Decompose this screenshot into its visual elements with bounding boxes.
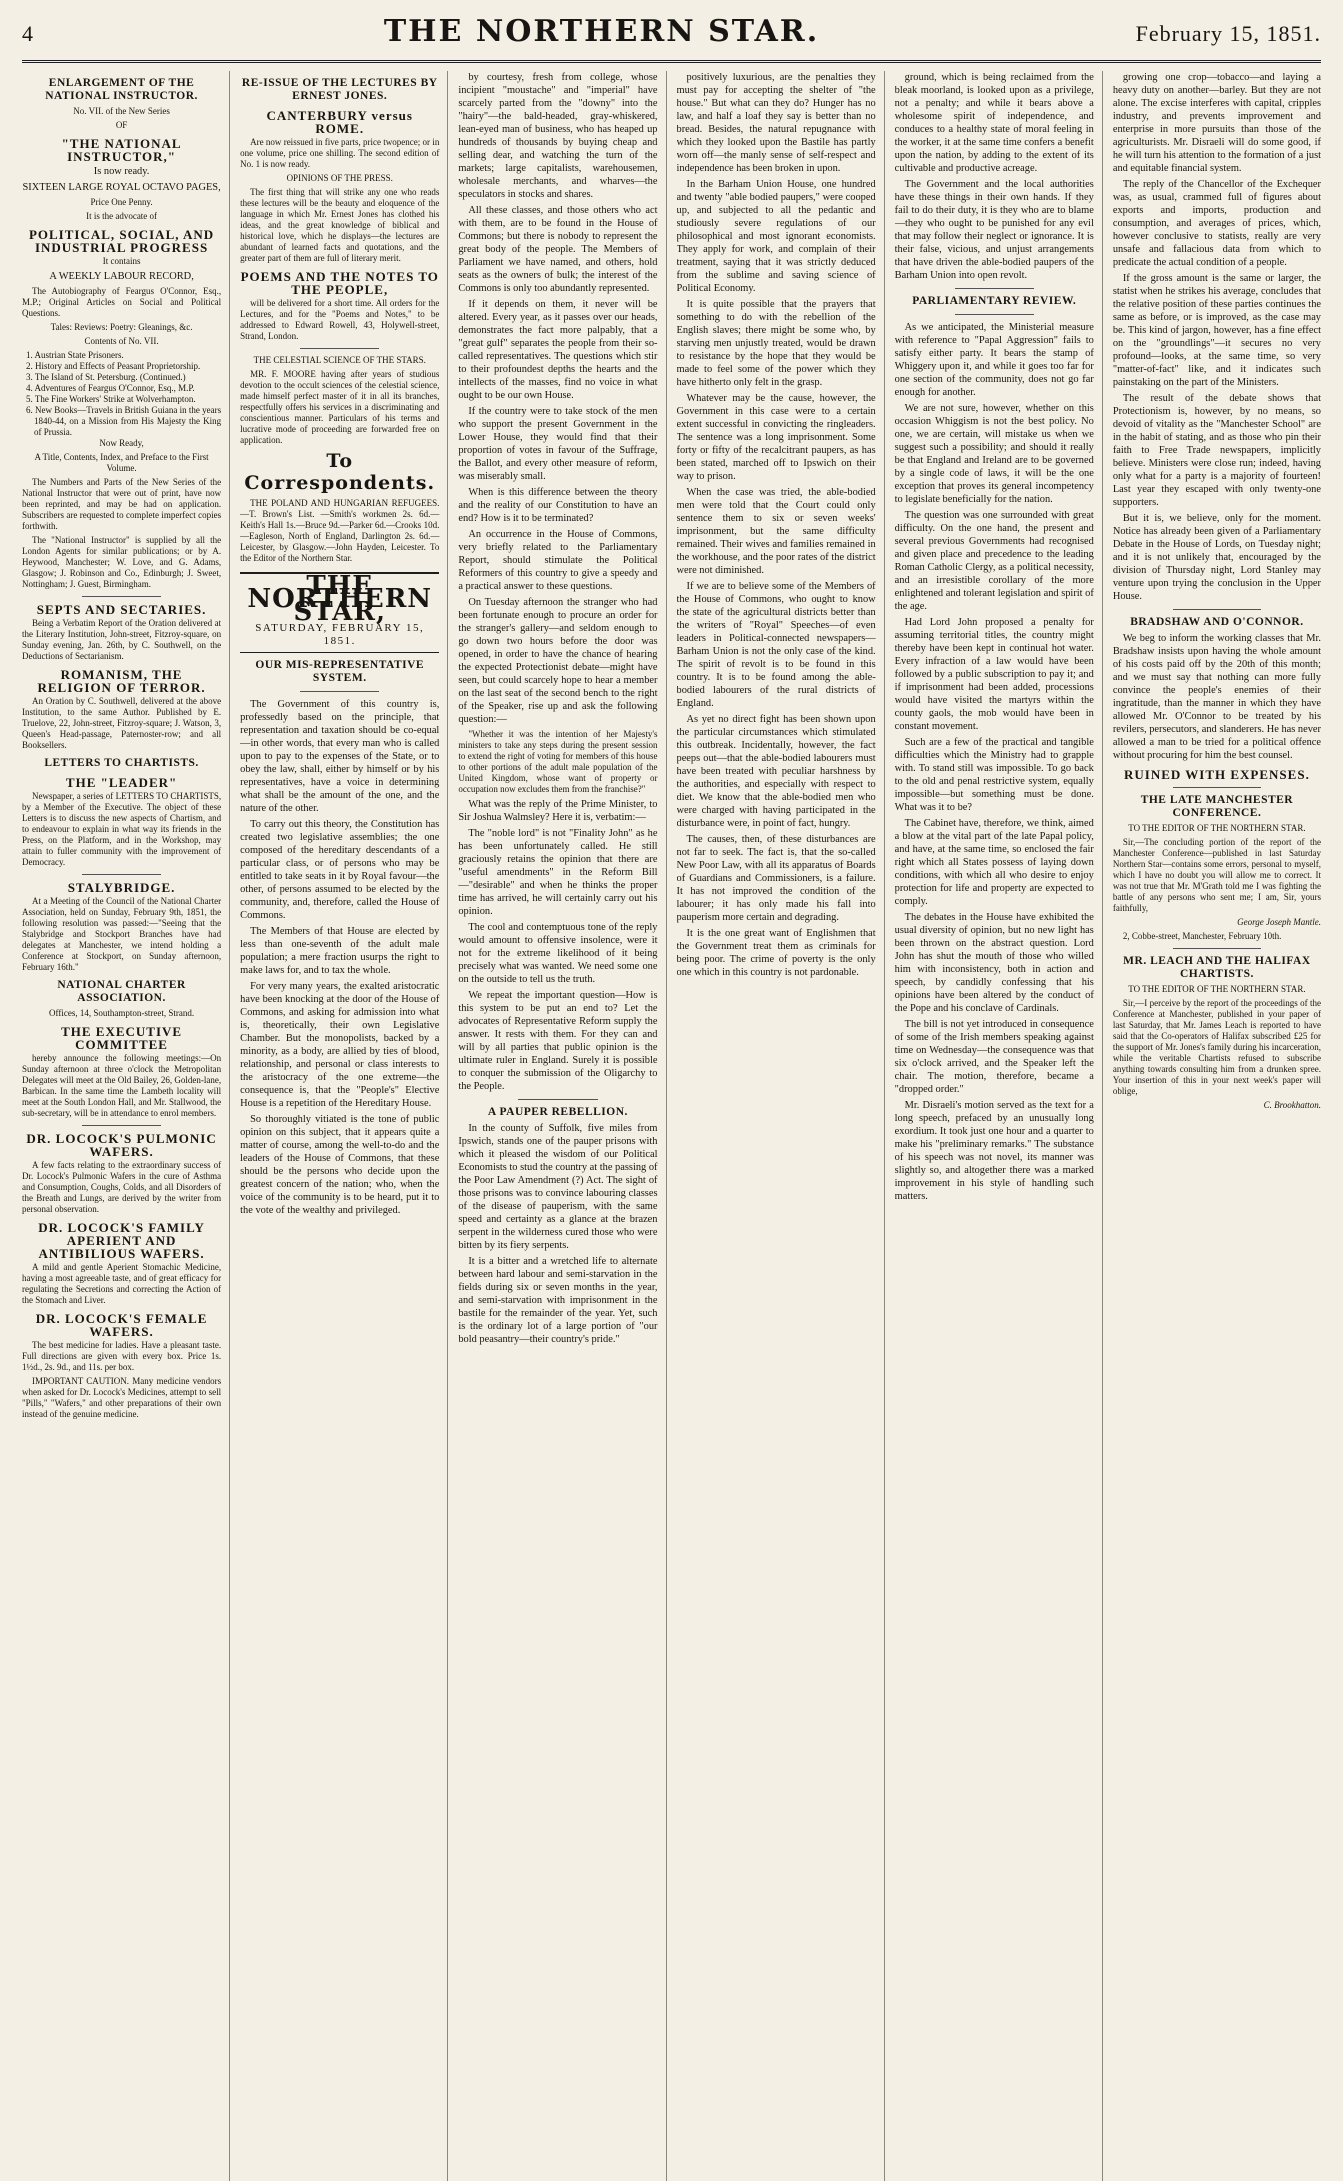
stalybridge-body: At a Meeting of the Council of the National Charter Association, held on Sunday, February 9th, 1851, the following resolution was passed:—"Seeing that the Stalybridge and Stockport Branches have had delegates at Manchester, we intend holding a Conference at Stockport, on Sunday afternoon, February 16th." [22,896,222,972]
article-paragraph: When the case was tried, the able-bodied men were told that the Court could only sentence them to six or seven weeks' imprisonment, but the same difficulty remained. Their wives and families remained in the workhouse, and the poor rates of the district were not diminished. [676,487,876,576]
article-paragraph: In the Barham Union House, one hundred and twenty "able bodied paupers," were cooped up, and subjected to all the pedantic and studiously severe regulations of our philosophical and most ignorant economists. They apply for work, and complain of their treatment, saying that it was strictly deduced from the sublime and saving science of Political Economy. [676,179,876,294]
article-paragraph: The causes, then, of these disturbances are not far to seek. The fact is, that the so-called New Poor Law, with all its apparatus of Boards of Guardians and Commissioners, is a failure. It has not improved the condition of the labourer; it has only made his fall into pauperism more certain and degrading. [676,834,876,923]
editorial-banner [240,572,439,653]
of-line: OF [115,120,128,130]
correspondents-body: THE POLAND AND HUNGARIAN REFUGEES.—T. Brown's List. —Smith's workmen 2s. 6d.—Keith's Hall 1s.—Bruce 9d.—Parker 6d.—Crooks 10d.—Eagleson, North of England, Darlington 2s. 6d.—Leicester, by Glasgow.—John Hayden, Leicester. To the Editor of the Northern Star. [240,498,440,563]
article-paragraph: The debates in the House have exhibited the usual diversity of opinion, but no new light has been thrown on the abstract question. Lord John has shut the mouth of those who willed him with inconsistency, both in action and speech, by candidly confessing that his opinions have been altered by the conduct of the Pope and his conclave of Cardinals. [894,912,1094,1014]
family-title: DR. LOCOCK'S FAMILY APERIENT AND ANTIBILIOUS WAFERS. [38,1220,205,1261]
article-paragraph: When is this difference between the theory and the reality of our Constitution to have an end? How is it to be terminated? [458,487,658,524]
article-paragraph: All these classes, and those others who act with them, are to be found in the House of Commons; but there is nobody to represent the great body of the people. The Members of Parliament we have named, and others, hold seats as the owners of bulk; the interest of the Commons is only too abundantly represented. [458,205,658,294]
exec-body: hereby announce the following meetings:—On Sunday afternoon at three o'clock the Metropolitan Delegates will meet at the Old Bailey, 26, Golden-lane, Barbican. In the same time the Lambeth locality will meet at the South London Hall, and Mr. Stallwood, the sub-secretary, will be in attendance to enrol members. [22,1053,222,1118]
article-paragraph: The cool and contemptuous tone of the reply would amount to offensive insolence, were it not for the extreme likelihood of it being precisely what was wanted. We need some one on the outside to tell us the truth. [458,922,658,985]
article-paragraph: On Tuesday afternoon the stranger who had been fortunate enough to procure an order for the stranger's gallery—and seldom enough to go down two hours before the door was opened, in order to have the chance of hearing the expected Protectionist debate—might have seen, but could scarcely hope to hear a member on the last seat of the second bench to the right of the Speaker, rise up and ask the following question:— [458,597,658,725]
article-paragraph: It is a bitter and a wretched life to alternate between hard labour and semi-starvation in the fields during six or seven months in the year, and semi-starvation with imprisonment in the bastile for the remainder of the year. Yet, such is the ordinary lot of a large portion of "our bold peasantry—their country's pride." [458,1256,658,1345]
article-paragraph: The bill is not yet introduced in consequence of some of the Irish members speaking against time on Wednesday—the consequence was that six o'clock arrived, and the Speaker left the chair. The motion, therefore, became a "dropped order." [894,1019,1094,1095]
stalybridge-title: STALYBRIDGE. [67,880,176,895]
leader-paragraph: The Government of this country is, professedly based on the principle, that representation and taxation should be co-equal—in other words, that every man who is called upon to pay to the expenses of the State, or to obey the law, shall, either by himself or by his representatives, have a voice in determining what shall be the amount of the one, and the nature of the other. [240,699,440,814]
locock-body: A few facts relating to the extraordinary success of Dr. Locock's Pulmonic Wafers in the cure of Asthma and Consumption, Coughs, Colds, and all Disorders of the Breath and Lungs, are derived by the writer from personal observation. [22,1160,222,1214]
instructor-heading: ENLARGEMENT OF THE NATIONAL INSTRUCTOR. [45,77,198,102]
sects-title: SEPTS AND SECTARIES. [36,602,207,617]
canterbury-body: Are now reissued in five parts, price twopence; or in one volume, price one shilling. The second edition of No. 1 is now ready. [240,137,440,169]
editor-salutation: TO THE EDITOR OF THE NORTHERN STAR. [1128,823,1306,833]
caution-body: IMPORTANT CAUTION. Many medicine vendors when asked for Dr. Locock's Medicines, attempt to sell "Pills," "Wafers," and other preparations of their own instead of the genuine medicine. [22,1376,222,1419]
canterbury-title: CANTERBURY versus ROME. [266,108,413,136]
instructor-body: The Numbers and Parts of the New Series of the National Instructor that were out of print, have now been reprinted, and may be had on application. Subscribers are requested to complete imperfect copies forthwith. [22,477,222,531]
divider [82,596,161,597]
conference-heading: THE LATE MANCHESTER CONFERENCE. [1140,794,1294,819]
correspondents-heading: To Correspondents. [244,450,436,494]
leach-heading: MR. LEACH AND THE HALIFAX CHARTISTS. [1123,955,1311,980]
column-4 [677,71,885,2181]
contents-list [22,350,221,438]
newspaper-title: THE NORTHERN STAR. [383,14,820,49]
opinions-body: The first thing that will strike any one who reads these lectures will be the beauty and eloquence of the language in which Mr. Ernest Jones has clothed his ideas, and the great knowledge of biblical and historical love, which he displays—the lectures are abundant of learned facts and quotations, and the greater part of them are full of literary merit. [240,187,440,263]
article-paragraph: The Cabinet have, therefore, we think, aimed a blow at the vital part of the late Papal policy, and have, at the same time, so enclosed the fair right which all States possess of laying down conditions, with which all who desire to enjoy protection for life and property are expected to comply. [894,818,1094,907]
leader-paragraph: So thoroughly vitiated is the tone of public opinion on this subject, that it appears quite a matter of course, among the well-to-do and the leaders of the House of Commons, that these should be the persons who decide upon the greatest concern of the nation; who, when the voice of the community is to be heard, put it to the vote of the wealthy and privileged. [240,1114,440,1216]
article-paragraph: Whatever may be the cause, however, the Government in this case were to a certain extent successful in convicting the ringleaders. The sentence was a long imprisonment. Some forty or fifty of the recalcitrant paupers, as has been stated, marched off to Ipswich on their way to prison. [676,393,876,482]
causes-line: POLITICAL, SOCIAL, AND INDUSTRIAL PROGRESS [28,227,215,255]
article-paragraph: by courtesy, fresh from college, whose incipient "moustache" and "imperial" have scarcely parted from the "downy" into the "hairy"—the bald-headed, gray-whiskered, lean-eyed man of business, who has heaped up hundreds of thousands by buying cheap and selling dear, and watching the turn of the markets; large capitalists, warehousemen, wholesale merchants, and wharves—the speculators in stocks and shares. [458,72,658,200]
leader-paragraph: The Members of that House are elected by less than one-seventh of the adult male population; a mere fraction usurps the right to make laws for, and to tax the whole. [240,926,440,976]
article-paragraph: It is quite possible that the prayers that something to do with the rebellion of the English slaves; there might be some who, by starving men unjustly treated, would be drawn to resistance by the hope that they would be made to feel some of the power which they have hitherto only felt in the grasp. [676,299,876,388]
agents-body: The "National Instructor" is supplied by all the London Agents for similar publications; or by A. Heywood, Manchester; W. Love, and G. Adams, Glasgow; J. Robinson and Co., Edinburgh; J. Sweet, Nottingham; J. Guest, Birmingham. [22,535,222,589]
romanism-body: An Oration by C. Southwell, delivered at the above Institution, to the same Author. Published by E. Truelove, 22, John-street, Fitzroy-square; J. Watson, 3, Queen's Head-passage, Paternoster-row; and all Booksellers. [22,696,222,750]
article-paragraph: In the county of Suffolk, five miles from Ipswich, stands one of the pauper prisons with which it pleased the wisdom of our Political Economists to stud the country at the passing of the Poor Law Amendment (?) Act. The sight of those prisons was to convince labouring classes of the disease of pauperism, with the same speed and certainty as a glance at the brazen serpent in the wilderness cured those who were bitten by its fiery serpents. [458,1123,658,1251]
reissue-heading: RE-ISSUE OF THE LECTURES BY ERNEST JONES. [241,77,438,102]
ready-line: Is now ready. [93,166,150,177]
poems-title: POEMS AND THE NOTES TO THE PEOPLE, [240,269,439,297]
article-paragraph: An occurrence in the House of Commons, very briefly related to the Parliamentary Report, should stimulate the Political Reformers of this country to give a speedy and a practical answer to these questions. [458,529,658,592]
masthead [22,14,1321,63]
letter-address: 2, Cobbe-street, Manchester, February 10th. [1122,931,1282,941]
column-3 [458,71,666,2181]
poems-body: will be delivered for a short time. All orders for the Lectures, and for the "Poems and Notes," to be addressed to Edward Rowell, 43, Holywell-street, Strand, London. [240,298,440,341]
advocate-line: It is the advocate of [86,211,158,221]
leader-paragraph: For very many years, the exalted aristocratic have been knocking at the door of the House of Commons, and asking for admission into what is, theoretically, their own Legislative Chamber. But the monopolists, backed by a minority, as a body, are allied by ties of blood, relationship, and personal or class interests to the aristocracy of the one extreme—the consequence is, that the "People's" Elective House is a repetition of the Hereditary House. [240,981,440,1109]
article-paragraph: If the gross amount is the same or larger, the statist when he strikes his average, concludes that the relative position of these parties continues the same as before, or is improved, as the case may be. This kind of jargon, however, has a fine effect on the "groundlings"—it secures no very profound—looks, at the same time, so very "matter-of-fact" like, and it indicates such painstaking on the part of the Ministers. [1112,273,1321,388]
divider [1173,948,1261,949]
contents-item: 6. New Books—Travels in British Guiana in the years 1840-44, on a Mission from His Majesty the King of Prussia. [26,405,222,437]
article-paragraph: It is the one great want of Englishmen that the Government treat them as criminals for being poor. The crime of poverty is the only one which in this country is not pardonable. [676,928,876,978]
female-title: DR. LOCOCK'S FEMALE WAFERS. [35,1311,208,1339]
divider [82,874,161,875]
banner-title: THE NORTHERN STAR, [247,571,433,627]
contents-item: 1. Austrian State Prisoners. [26,350,124,360]
letter-body: Sir,—The concluding portion of the report of the Manchester Conference—published in last Saturday Northern Star—contains some errors, personal to myself, which I have no doubt you will allow me to correct. It was not true that Mr. M'Grath told me I was fighting the battle of any persons who sent me; I am, Sir, yours faithfully, [1112,837,1321,913]
article-paragraph: As we anticipated, the Ministerial measure with reference to "Papal Aggression" fails to satisfy either party. It bears the stamp of Whiggery upon it, and while it goes too far for one section of the community, does not go far enough for another. [894,322,1094,398]
nca-sub: Offices, 14, Southampton-street, Strand. [49,1008,195,1018]
article-paragraph: But it is, we believe, only for the moment. Notice has already been given of a Parliamentary Debate in the House of Lords, on Tuesday night; and it is not unlikely that, encouraged by the division of Thursday night, Lord Stanley may venture upon trying the conclusion in the Upper House. [1112,513,1321,602]
article-paragraph: growing one crop—tobacco—and laying a heavy duty on another—barley. But they are not alone. The excise interferes with capital, cripples industry, and prevents improvement and enterprise in more pursuits than those of the agriculturists. Mr. Disraeli will do some good, if he will turn his attention to the formation of a just and equitable financial system. [1112,72,1321,174]
column-5 [895,71,1103,2181]
contents-item: 5. The Fine Workers' Strike at Wolverhampton. [26,394,196,404]
article-paragraph: We repeat the important question—How is this system to be put an end to? Let the advocates of Representative Reform supply the answer. It rests with them. For they can and will by all parties that public opinion is the ultimate ruler in England. Surely it is possible to conquer the submission of the Oligarchy to the People. [458,990,658,1092]
column-1 [22,71,230,2181]
article-paragraph: The question was one surrounded with great difficulty. On the one hand, the present and several previous Governments had recognised and given place and precedence to the leading Roman Catholic Clergy, as a political necessity, and an irresistible corollary of the more enlightened and tolerant legislation and spirit of the age. [894,510,1094,612]
leader-body: Newspaper, a series of LETTERS TO CHARTISTS, by a Member of the Executive. The object of these Letters is to discuss the new aspects of Chartism, and to endeavour to explain in what way its friends in the Press, on the Platform, and in the Workshop, may attain to fuller community with the improvement of Democracy. [22,791,222,867]
article-paragraph: Had Lord John proposed a penalty for assuming territorial titles, the country might thereby have been kept in continual hot water. Every infraction of a law would have been followed by a public subscription to pay it; and if imprisonment had been added, processions would have visited the martyrs within the county gaols, the mob would have been in constant movement. [894,617,1094,732]
column-6 [1113,71,1321,2181]
contents-item: 4. Adventures of Feargus O'Connor, Esq., M.P. [26,383,195,393]
opinions-heading: OPINIONS OF THE PRESS. [286,173,393,183]
article-paragraph: Mr. Disraeli's motion served as the text for a long speech, prefaced by an unusually long exordium. It took just one hour and a quarter to make his "preliminary remarks." The substance of his speech was not novel, its manner was slightly so, and altogether there was a marked improvement in his style of handling such matters. [894,1100,1094,1202]
article-paragraph: The reply of the Chancellor of the Exchequer was, as usual, crammed full of figures about exports and imports, production and consumption, and averages of prices, which, however conclusive to statists, really are very unsafe and fallacious data from which to predicate the actual condition of a people. [1112,179,1321,268]
page-number: 4 [22,21,33,46]
divider [518,1099,597,1100]
divider [955,314,1034,315]
celestial-heading: THE CELESTIAL SCIENCE OF THE STARS. [253,355,426,365]
contents-item: 2. History and Effects of Peasant Proprietorship. [26,361,201,371]
contains-line: It contains [102,256,141,266]
female-body: The best medicine for ladies. Have a pleasant taste. Full directions are given with every box. Price 1s. 1½d., 2s. 9d., and 11s. per box. [22,1340,222,1372]
moore-body: MR. F. MOORE having after years of studious devotion to the occult sciences of the celestial science, made himself perfect master of it in all its branches, respectfully offers his services in a discriminating and conscientious manner. Particulars of his terms and lucrative mode of proceeding are forwarded free on application. [240,369,440,445]
letter-body: Sir,—I perceive by the report of the proceedings of the Conference at Manchester, published in your paper of last Saturday, that Mr. James Leach is reported to have said that the Co-operators of Halifax subscribed £25 for the support of Mr. Jones's family during his incarceration, while the veritable Chartists refused to subscribe anything towards consulting him from a drunken spree. Your insertion of this in your next week's paper will oblige, [1112,998,1321,1096]
divider [82,1125,161,1126]
issue-date: February 15, 1851. [1135,21,1321,46]
pages-line: SIXTEEN LARGE ROYAL OCTAVO PAGES, [22,182,221,193]
leader-paragraph: To carry out this theory, the Constitution has created two legislative assemblies; the one composed of the hereditary descendants of a particular class, or of persons who may be entitled to take seats in it by Royal favour—the other, of persons assumed to be elected by the community, and, therefore, called the House of Commons. [240,819,440,921]
article-paragraph: We beg to inform the working classes that Mr. Bradshaw insists upon having the whole amount of his costs paid off by the 20th of this month; and we must say that nothing can more fully convince the people's enemies of their ingratitude, than the manner in which they have allowed Mr. O'Connor to be treated by his revilers, persecutors, and slanderers. He has never allowed a man to be tried for a political offence without procuring for him the best counsel. [1112,633,1321,761]
ruined-line: RUINED WITH EXPENSES. [1123,767,1310,782]
article-paragraph: The Government and the local authorities have these things in their own hands. If they fail to do their duty, it is they who are to blame—they who ought to be punished for any evil that may follow their neglect or ignorance. It is their false, vicious, and unjust arrangements that have driven the able-bodied paupers of the Barham Union into open revolt. [894,179,1094,281]
banner-date: SATURDAY, FEBRUARY 15, 1851. [255,622,425,647]
now-ready-line: Now Ready, [99,438,144,448]
autobiography-line: The Autobiography of Feargus O'Connor, Esq., M.P.; Original Articles on Social and Political Questions. [22,286,222,318]
article-paragraph: If we are to believe some of the Members of the House of Commons, who ought to know the state of the agricultural districts better than the writers of "Royal" Speeches—of even leaders in Political-connected newspapers—Barham Union is not the only case of the kind. The spirit of revolt is to be found in this country. It is to be found among the able-bodied labourers of the rural districts of England. [676,581,876,709]
contents-label: Contents of No. VII. [84,336,159,346]
divider [1173,787,1261,788]
contents-item: 3. The Island of St. Petersburg. (Continued.) [26,372,186,382]
bradshaw-heading: BRADSHAW AND O'CONNOR. [1130,616,1304,628]
sects-body: Being a Verbatim Report of the Oration delivered at the Literary Institution, John-street, Fitzroy-square, on Sunday evening, Jan. 26th, by C. Southwell, on the Deductions of Sectarianism. [22,618,222,661]
price-line: Price One Penny. [90,197,153,207]
divider [1173,609,1261,610]
family-body: A mild and gentle Aperient Stomachic Medicine, having a most agreeable taste, and of great efficacy for regulating the Secretions and correcting the Action of the Stomach and Liver. [22,1262,222,1305]
divider [300,691,379,692]
article-paragraph: We are not sure, however, whether on this occasion Whiggism is not the best policy. No one, we are certain, will mistake us when we suggest such a possibility; and should it really be that England and Ireland are to be governed by a single code of laws, it will be the one exception that proves its general incompetency to legislate beneficially for the nation. [894,403,1094,505]
divider [300,348,379,349]
column-grid [22,71,1321,2181]
locock-title: DR. LOCOCK'S PULMONIC WAFERS. [26,1131,217,1159]
quoted-question: "Whether it was the intention of her Majesty's ministers to take any steps during the present session to extend the right of voting for members of this house to other portions of the adult male population of the United Kingdom, whose want of property or occupation now excludes them from the franchise?" [458,729,658,794]
article-paragraph: The "noble lord" is not "Finality John" as he has been unfortunately called. He still graciously retains the opinion that there are "useful amendments" in the Reform Bill—"desirable" and when he thinks the proper time has arrived, he will certainly carry out his opinion. [458,828,658,917]
weekly-line: A WEEKLY LABOUR RECORD, [49,271,194,282]
parliamentary-heading: PARLIAMENTARY REVIEW. [912,295,1077,307]
leader-title: THE "LEADER" [65,775,178,790]
divider [955,288,1034,289]
editor-salutation: TO THE EDITOR OF THE NORTHERN STAR. [1128,984,1306,994]
publication-title: "THE NATIONAL INSTRUCTOR," [61,136,182,164]
exec-title: THE EXECUTIVE COMMITTEE [61,1024,183,1052]
nca-title: NATIONAL CHARTER ASSOCIATION. [57,979,186,1004]
letter-signature: C. Brookhatton. [1263,1100,1321,1110]
letters-title: LETTERS TO CHARTISTS. [44,757,199,769]
article-paragraph: The result of the debate shows that Protectionism is, however, by no means, so devoid of vitality as the "Manchester School" are in the habit of stating, and as those who pin their faith to Free Trade newspapers, implicitly believe. Ministers were close run; indeed, having only what for a party is a majority of fourteen! Last year they escaped with only twenty-one supporters. [1112,393,1321,508]
article-paragraph: Such are a few of the practical and tangible difficulties which the Ministry had to grapple with. To stand still was impossible. To go back to the old and penal restrictive system, equally impossible—but something must be done. What was it to be? [894,737,1094,813]
article-paragraph: positively luxurious, are the penalties they must pay for accepting the shelter of "the house." But what can they do? Hunger has no law, and half a loaf they say is better than no bread. Besides, the natural repugnance with which they looked upon the Bastile has partly worn off—the manly sense of self-respect and independence has been broken in upon. [676,72,876,174]
issue-line: No. VII. of the New Series [73,106,170,116]
article-paragraph: If the country were to take stock of the men who support the present Government in the Lower House, they would find that their proportion of votes in favour of the Suffrage, the Ballot, and every other measure of reform, was miserably small. [458,406,658,482]
romanism-title: ROMANISM, THE RELIGION OF TERROR. [37,667,206,695]
column-2 [240,71,448,2181]
pauper-heading: A PAUPER REBELLION. [487,1106,628,1118]
article-paragraph: As yet no direct fight has been shown upon the particular circumstances which stimulated this outbreak. Incidentally, however, the fact peeps out—that the able-bodied labourers must have been treated with peculiar harshness by the authorities, and especially with respect to diet. We know that the able-bodied men who were charged with having participated in the disturbance were, in point of fact, hungry. [676,714,876,829]
tales-line: Tales: Reviews: Poetry: Gleanings, &c. [50,322,193,332]
leader-heading: OUR MIS-REPRESENTATIVE SYSTEM. [255,659,425,684]
article-paragraph: What was the reply of the Prime Minister, to Sir Joshua Walmsley? Here it is, verbatim:— [458,799,658,823]
article-paragraph: If it depends on them, it never will be altered. Every year, as it passes over our heads, demonstrates the fact more palpably, that a "great gulf" separates the people from their so-called representatives. The questions which stir to their profoundest depths the hearts and the intellects of the masses, find no voice in what ought to be our own House. [458,299,658,401]
letter-signature: George Joseph Mantle. [1237,917,1321,927]
article-paragraph: ground, which is being reclaimed from the bleak moorland, is looked upon as a privilege, not a penalty; and while it bears above a wholesome spirit of independence, and conduces to a healthy state of moral feeling in the worker, it at the same time confers a benefit upon the nation, by adding to the extent of its cultivable and productive acreage. [894,72,1094,174]
index-line: A Title, Contents, Index, and Preface to the First Volume. [34,452,209,473]
